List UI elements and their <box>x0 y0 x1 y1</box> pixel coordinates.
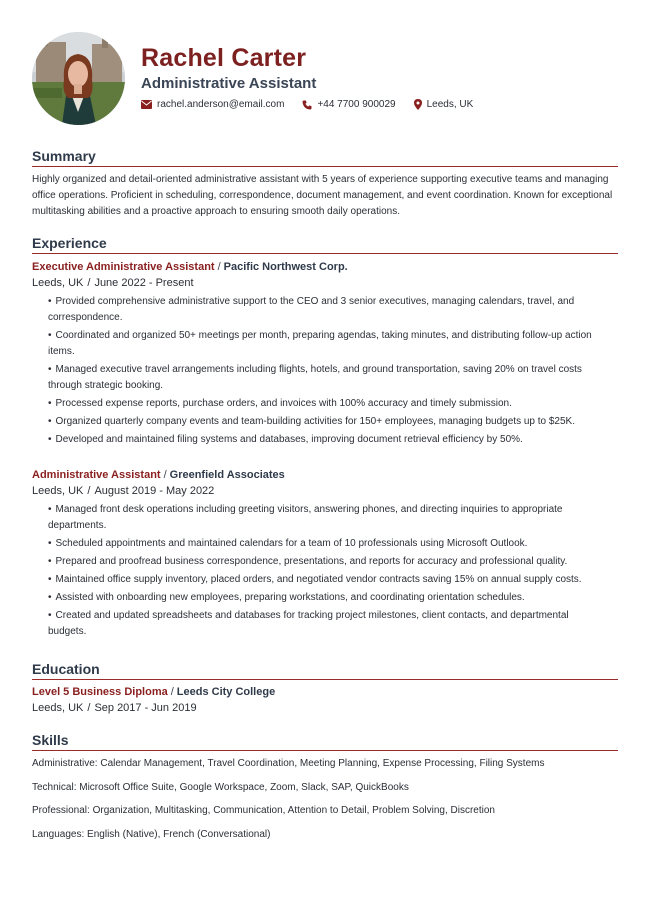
job-location: Leeds, UK <box>32 277 84 289</box>
education-meta <box>32 702 197 714</box>
skill-line: Languages: English (Native), French (Conversational) <box>32 829 271 840</box>
job-role: Executive Administrative Assistant <box>32 261 215 273</box>
education-degree: Level 5 Business Diploma <box>32 686 168 698</box>
education-header <box>32 686 275 698</box>
list-item: • Assisted with onboarding new employees, preparing workstations, and coordinating orientation schedules. <box>48 590 608 606</box>
email-item[interactable] <box>141 99 284 110</box>
separator: / <box>170 686 174 698</box>
education-heading: Education <box>32 661 100 677</box>
job-company: Greenfield Associates <box>169 469 285 481</box>
job-meta <box>32 277 194 289</box>
job-dates: June 2022 - Present <box>94 277 194 289</box>
separator: / <box>87 702 91 714</box>
separator: / <box>217 261 221 273</box>
job-company: Pacific Northwest Corp. <box>223 261 348 273</box>
summary-text: Highly organized and detail-oriented administrative assistant with 5 years of experience supporting executive teams and managing office operations. Proficient in scheduling, correspondence, document management, and event coordination. Known for exceptional multitasking abilities and a proactive approach to ensuring smooth daily operations. <box>32 174 613 217</box>
job-bullets <box>48 294 608 450</box>
list-item: • Scheduled appointments and maintained calendars for a team of 10 professionals using Microsoft Outlook. <box>48 536 608 552</box>
summary-divider <box>32 166 618 167</box>
skills-heading: Skills <box>32 732 69 748</box>
job-header <box>32 261 348 273</box>
candidate-title: Administrative Assistant <box>141 75 317 92</box>
skill-line: Administrative: Calendar Management, Travel Coordination, Meeting Planning, Expense Processing, Filing Systems <box>32 758 545 769</box>
phone-item[interactable] <box>302 99 395 110</box>
phone-icon <box>302 100 312 110</box>
list-item: • Processed expense reports, purchase orders, and invoices with 100% accuracy and timely submission. <box>48 396 608 412</box>
job-header <box>32 469 285 481</box>
skills-divider <box>32 750 618 751</box>
skill-line: Technical: Microsoft Office Suite, Google Workspace, Zoom, Slack, SAP, QuickBooks <box>32 782 409 793</box>
education-divider <box>32 679 618 680</box>
list-item: • Prepared and proofread business correspondence, presentations, and reports for accuracy and professional quality. <box>48 554 608 570</box>
separator: / <box>87 277 91 289</box>
job-location: Leeds, UK <box>32 485 84 497</box>
job-bullets <box>48 502 608 642</box>
email-text: rachel.anderson@email.com <box>157 99 285 110</box>
summary-heading: Summary <box>32 148 96 164</box>
list-item: • Developed and maintained filing systems and databases, improving document retrieval efficiency by 50%. <box>48 432 608 448</box>
education-location: Leeds, UK <box>32 702 84 714</box>
contact-row <box>141 99 491 110</box>
list-item: • Managed executive travel arrangements including flights, hotels, and ground transportation, saving 20% on travel costs through strategic booking. <box>48 362 608 394</box>
skill-line: Professional: Organization, Multitasking, Communication, Attention to Detail, Problem Solving, Discretion <box>32 805 495 816</box>
list-item: • Provided comprehensive administrative support to the CEO and 3 senior executives, managing calendars, travel, and correspondence. <box>48 294 608 326</box>
list-item: • Coordinated and organized 50+ meetings per month, preparing agendas, taking minutes, and distributing follow-up action items. <box>48 328 608 360</box>
job-role: Administrative Assistant <box>32 469 161 481</box>
job-meta <box>32 485 214 497</box>
list-item: • Created and updated spreadsheets and databases for tracking project milestones, client contacts, and departmental budgets. <box>48 608 608 640</box>
job-dates: August 2019 - May 2022 <box>94 485 215 497</box>
experience-divider <box>32 253 618 254</box>
list-item: • Organized quarterly company events and team-building activities for 150+ employees, managing budgets up to $25K. <box>48 414 608 430</box>
location-text: Leeds, UK <box>426 99 474 110</box>
list-item: • Maintained office supply inventory, placed orders, and negotiated vendor contracts saving 15% on annual supply costs. <box>48 572 608 588</box>
separator: / <box>87 485 91 497</box>
separator: / <box>163 469 167 481</box>
location-item <box>414 99 474 110</box>
email-icon <box>141 100 152 109</box>
experience-heading: Experience <box>32 235 107 251</box>
avatar <box>32 32 125 125</box>
list-item: • Managed front desk operations including greeting visitors, answering phones, and directing inquiries to appropriate departments. <box>48 502 608 534</box>
candidate-name: Rachel Carter <box>141 44 307 72</box>
phone-text: +44 7700 900029 <box>317 99 396 110</box>
education-dates: Sep 2017 - Jun 2019 <box>94 702 197 714</box>
education-school: Leeds City College <box>176 686 276 698</box>
map-pin-icon <box>414 99 422 110</box>
